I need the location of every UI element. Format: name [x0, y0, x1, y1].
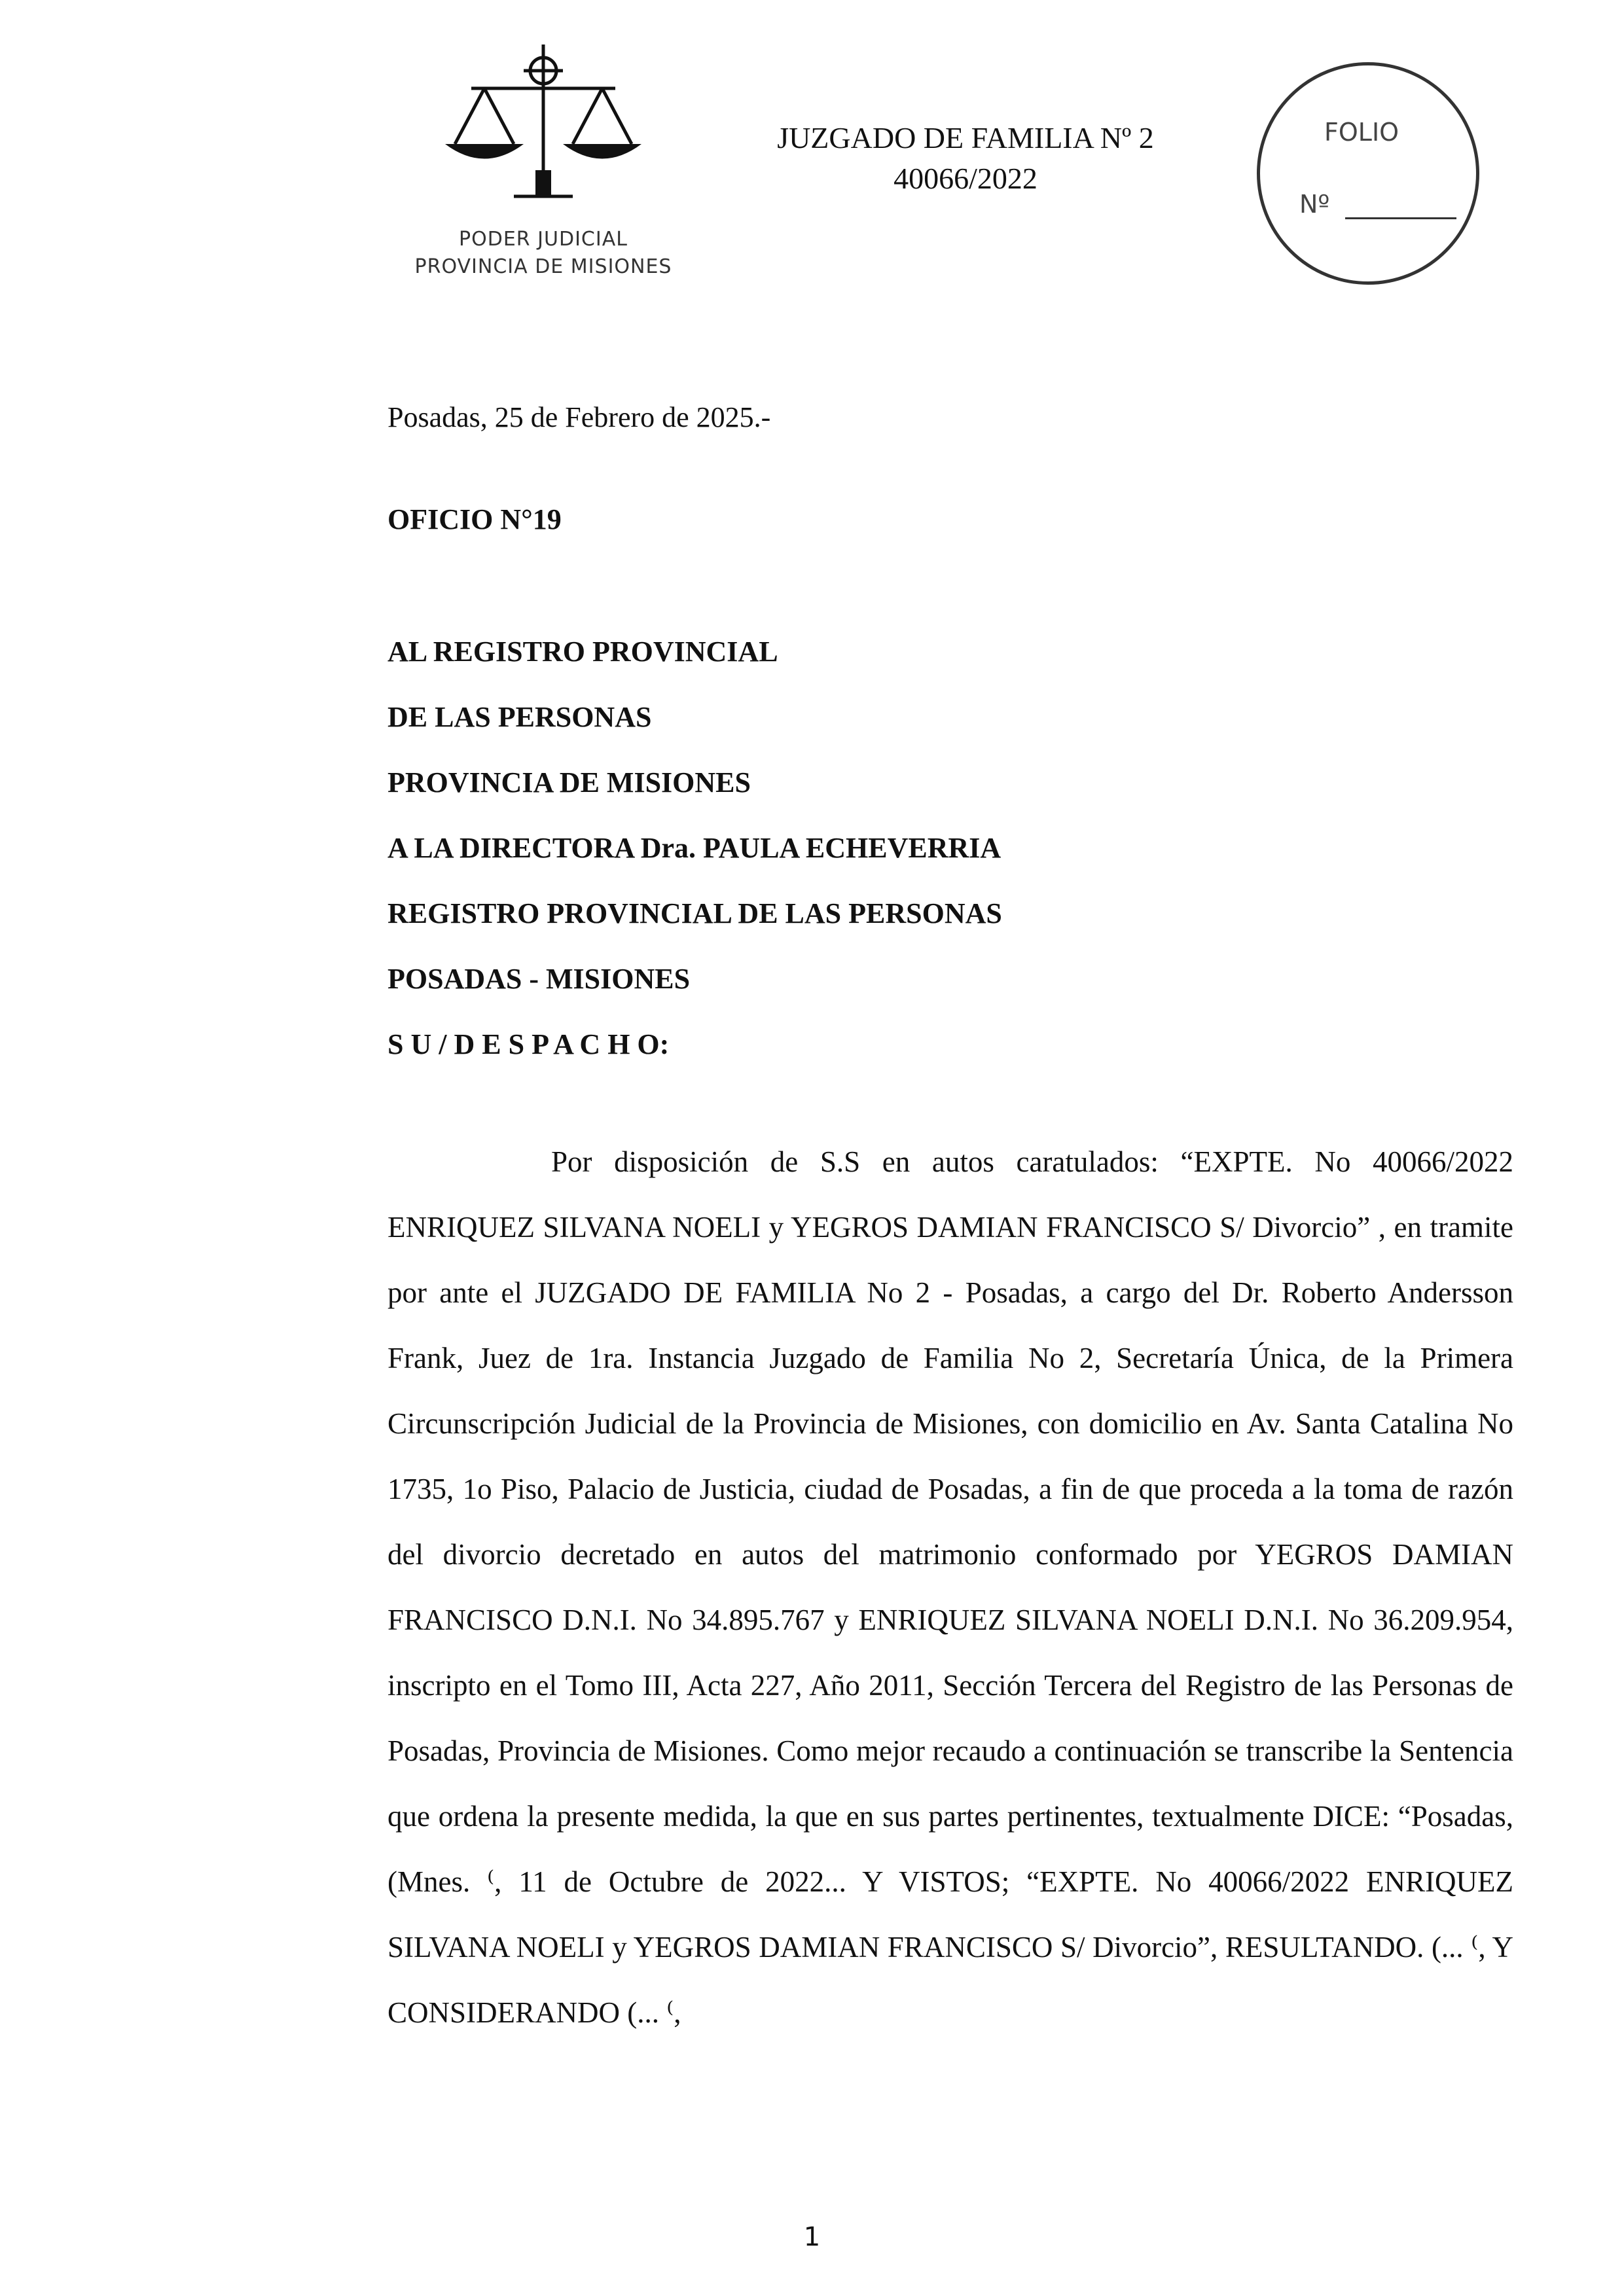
- addressee-line: S U / D E S P A C H O:: [388, 1028, 670, 1060]
- addressee-line: REGISTRO PROVINCIAL DE LAS PERSONAS: [388, 897, 1002, 929]
- addressee-block: [388, 632, 1002, 1090]
- date-line: Posadas, 25 de Febrero de 2025.-: [388, 401, 771, 433]
- logo-line-2: PROVINCIA DE MISIONES: [414, 255, 672, 278]
- scales-of-justice-icon: [425, 39, 661, 223]
- addressee-line: A LA DIRECTORA Dra. PAULA ECHEVERRIA: [388, 832, 1001, 864]
- addressee-line: AL REGISTRO PROVINCIAL: [388, 636, 778, 668]
- folio-number-label: Nº: [1299, 190, 1330, 219]
- court-header: [687, 118, 1244, 199]
- case-number: 40066/2022: [893, 162, 1038, 195]
- court-name: JUZGADO DE FAMILIA Nº 2: [777, 121, 1154, 154]
- body-paragraph: Por disposición de S.S en autos caratulados: “EXPTE. No 40066/2022 ENRIQUEZ SILVANA NOELI y YEGROS DAMIAN FRANCISCO S/ Divorcio” , en tramite por ante el JUZGADO DE FAMILIA No 2 - Posadas, a cargo del Dr. Roberto Andersson Frank, Juez de 1ra. Instancia Juzgado de Familia No 2, Secretaría Única, de la Primera Circunscripción Judicial de la Provincia de Misiones, con domicilio en Av. Santa Catalina No 1735, 1o Piso, Palacio de Justicia, ciudad de Posadas, a fin de que proceda a la toma de razón del divorcio decretado en autos del matrimonio conformado por YEGROS DAMIAN FRANCISCO D.N.I. No 34.895.767 y ENRIQUEZ SILVANA NOELI D.N.I. No 36.209.954, inscripto en el Tomo III, Acta 227, Año 2011, Sección Tercera del Registro de las Personas de Posadas, Provincia de Misiones. Como mejor recaudo a continuación se transcribe la Sentencia que ordena la presente medida, la que en sus partes pertinentes, textualmente DICE: “Posadas, (Mnes. ⁽, 11 de Octubre de 2022... Y VISTOS; “EXPTE. No 40066/2022 ENRIQUEZ SILVANA NOELI y YEGROS DAMIAN FRANCISCO S/ Divorcio”, RESULTANDO. (... ⁽, Y CONSIDERANDO (... ⁽,: [388, 1145, 1513, 2029]
- addressee-line: DE LAS PERSONAS: [388, 701, 652, 733]
- page-number: 1: [803, 2222, 821, 2252]
- judicial-logo: [393, 39, 694, 295]
- folio-label: FOLIO: [1324, 118, 1399, 147]
- folio-number-line: [1345, 217, 1456, 219]
- addressee-line: POSADAS - MISIONES: [388, 963, 691, 995]
- folio-stamp: [1257, 62, 1479, 285]
- addressee-line: PROVINCIA DE MISIONES: [388, 766, 751, 798]
- oficio-number: OFICIO N°19: [388, 503, 562, 535]
- logo-line-1: PODER JUDICIAL: [459, 228, 628, 251]
